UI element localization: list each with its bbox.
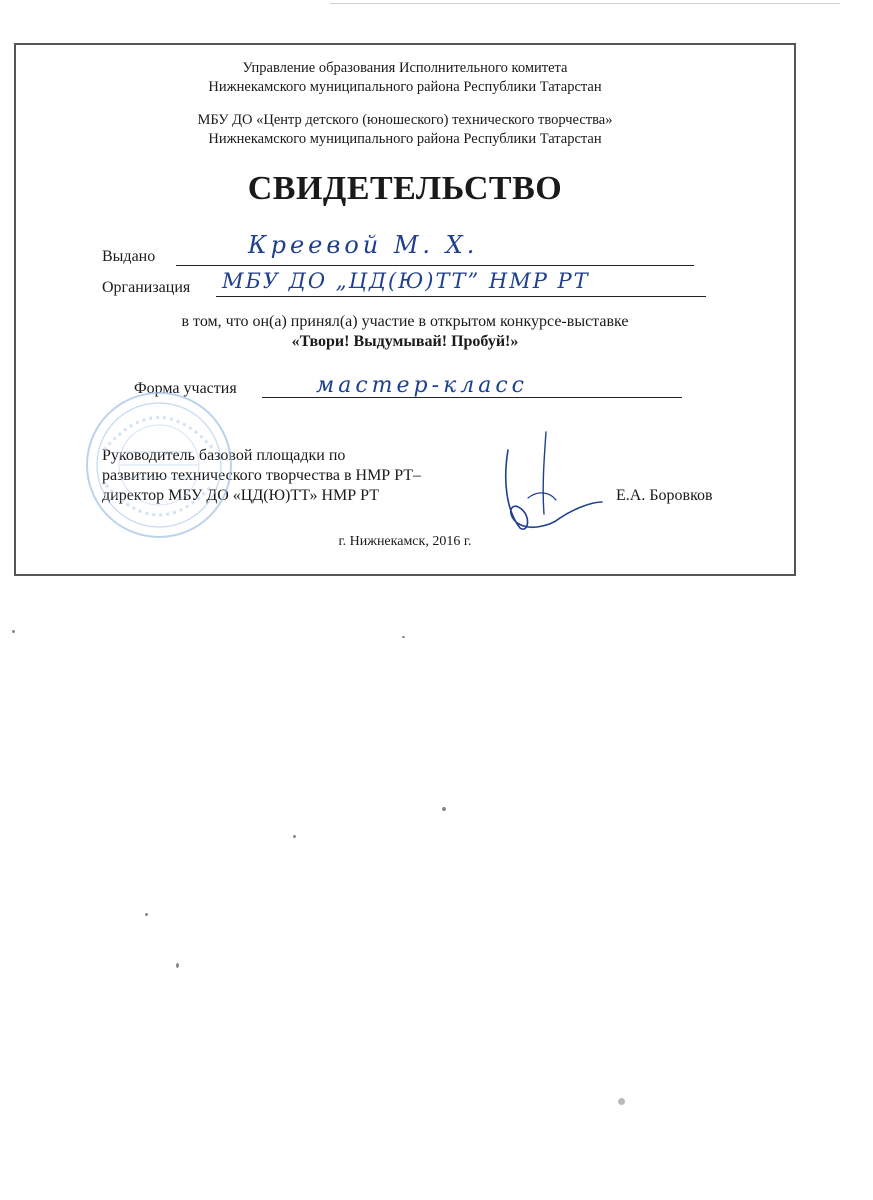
scan-edge-line [330, 3, 840, 4]
signatory-line-1: Руководитель базовой площадки по [102, 447, 346, 464]
header-line-3: МБУ ДО «Центр детского (юношеского) технического творчества» [197, 112, 613, 128]
issued-handwritten-name: Креевой М. Х. [248, 231, 479, 259]
footer-place-year: г. Нижнекамск, 2016 г. [338, 534, 472, 549]
scan-speck [618, 1098, 625, 1105]
participation-text: в том, что он(а) принял(а) участие в открытом конкурсе-выставке [181, 313, 629, 330]
header-line-1: Управление образования Исполнительного комитета [242, 60, 568, 76]
signatory-line-3: директор МБУ ДО «ЦД(Ю)ТТ» НМР РТ [102, 487, 380, 504]
scan-speck [12, 630, 15, 633]
issued-label: Выдано [102, 248, 156, 265]
scan-speck [402, 636, 405, 638]
header-line-4: Нижнекамского муниципального района Республики Татарстан [208, 131, 602, 147]
form-handwritten-value: мастер-класс [316, 373, 528, 398]
signature-mark [498, 430, 608, 540]
scan-speck [145, 913, 148, 916]
form-label: Форма участия [134, 380, 237, 397]
signatory-line-2: развитию технического творчества в НМР РТ– [102, 467, 422, 484]
contest-name: «Твори! Выдумывай! Пробуй!» [291, 333, 519, 350]
organization-label: Организация [102, 279, 191, 296]
scan-speck [442, 807, 446, 811]
header-line-2: Нижнекамского муниципального района Республики Татарстан [208, 79, 602, 95]
organization-handwritten-value: МБУ ДО „ЦД(Ю)ТТ” НМР РТ [222, 269, 590, 293]
seal-stamp [84, 390, 234, 540]
scan-speck [293, 835, 296, 838]
certificate-title: СВИДЕТЕЛЬСТВО [247, 170, 563, 207]
signatory-name: Е.А. Боровков [616, 487, 713, 504]
scan-speck [176, 963, 179, 968]
issued-underline [176, 265, 694, 266]
organization-underline [216, 296, 706, 297]
